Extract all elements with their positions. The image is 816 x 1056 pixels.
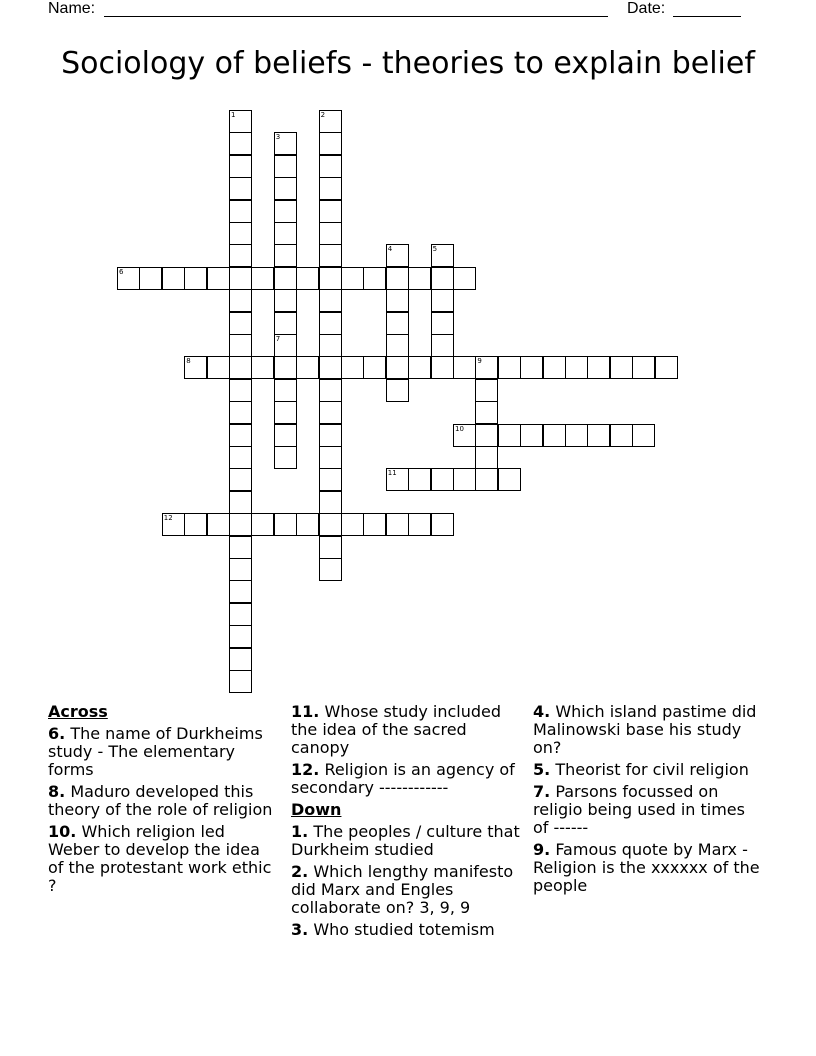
crossword-cell[interactable] [207, 356, 230, 379]
crossword-cell[interactable] [431, 244, 454, 267]
crossword-cell[interactable] [363, 513, 386, 536]
clues-column-1 [48, 703, 280, 899]
across-heading: Across [48, 702, 108, 721]
crossword-cell[interactable] [520, 356, 543, 379]
crossword-cell[interactable] [229, 491, 252, 514]
cell-number: 6 [119, 267, 124, 276]
crossword-cell[interactable] [319, 267, 342, 290]
clue-text: Famous quote by Marx - Religion is the xxxxxx of the people [533, 840, 760, 895]
crossword-cell[interactable] [386, 244, 409, 267]
crossword-cell[interactable] [117, 267, 140, 290]
crossword-cell[interactable] [319, 244, 342, 267]
crossword-cell[interactable] [274, 424, 297, 447]
crossword-cell[interactable] [319, 177, 342, 200]
crossword-cell[interactable] [319, 132, 342, 155]
crossword-cell[interactable] [162, 513, 185, 536]
crossword-cell[interactable] [229, 132, 252, 155]
down-heading: Down [291, 800, 342, 819]
crossword-cell[interactable] [251, 513, 274, 536]
cell-number: 11 [387, 469, 397, 478]
crossword-cell[interactable] [319, 312, 342, 335]
crossword-cell[interactable] [408, 468, 431, 491]
crossword-cell[interactable] [229, 267, 252, 290]
clue-number: 2. [291, 862, 309, 881]
cell-number: 1 [231, 111, 236, 119]
cell-number: 8 [186, 357, 191, 366]
crossword-cell[interactable] [431, 289, 454, 312]
clue-down-5 [533, 761, 765, 779]
clue-text: Whose study included the idea of the sacred canopy [291, 702, 502, 757]
crossword-cell[interactable] [229, 603, 252, 626]
crossword-cell[interactable] [386, 267, 409, 290]
crossword-cell[interactable] [565, 424, 588, 447]
crossword-cell[interactable] [274, 244, 297, 267]
cell-number: 5 [432, 245, 438, 254]
crossword-cell[interactable] [251, 356, 274, 379]
crossword-cell[interactable] [274, 177, 297, 200]
crossword-cell[interactable] [363, 356, 386, 379]
crossword-cell[interactable] [296, 356, 319, 379]
crossword-cell[interactable] [274, 267, 297, 290]
crossword-cell[interactable] [386, 379, 409, 402]
crossword-cell[interactable] [274, 222, 297, 245]
clue-down-2 [291, 863, 523, 917]
crossword-cell[interactable] [431, 312, 454, 335]
crossword-cell[interactable] [229, 200, 252, 223]
crossword-cell[interactable] [475, 401, 498, 424]
clue-text: Maduro developed this theory of the role of religion [48, 782, 273, 819]
crossword-cell[interactable] [543, 356, 566, 379]
clue-text: Which lengthy manifesto did Marx and Engles collaborate on? 3, 9, 9 [291, 862, 514, 917]
crossword-cell[interactable] [498, 356, 521, 379]
clue-down-4 [533, 703, 765, 757]
crossword-cell[interactable] [229, 312, 252, 335]
crossword-cell[interactable] [319, 536, 342, 559]
crossword-cell[interactable] [386, 334, 409, 357]
crossword-cell[interactable] [274, 132, 297, 155]
crossword-cell[interactable] [341, 356, 364, 379]
crossword-cell[interactable] [431, 513, 454, 536]
crossword-cell[interactable] [319, 222, 342, 245]
crossword-cell[interactable] [386, 356, 409, 379]
crossword-cell[interactable] [610, 356, 633, 379]
clues-column-3 [533, 703, 765, 899]
clue-across-6 [48, 725, 280, 779]
crossword-cell[interactable] [319, 200, 342, 223]
crossword-cell[interactable] [498, 424, 521, 447]
crossword-cell[interactable] [229, 648, 252, 671]
crossword-cell[interactable] [453, 356, 476, 379]
crossword-cell[interactable] [587, 424, 610, 447]
crossword-cell[interactable] [229, 446, 252, 469]
crossword-cell[interactable] [229, 334, 252, 357]
crossword-cell[interactable] [274, 155, 297, 178]
crossword-cell[interactable] [162, 267, 185, 290]
clue-text: Which island pastime did Malinowski base his study on? [533, 702, 757, 757]
clue-down-3 [291, 921, 523, 939]
crossword-cell[interactable] [632, 356, 655, 379]
clue-text: Parsons focussed on religio being used in times of ------ [533, 782, 745, 837]
crossword-cell[interactable] [207, 267, 230, 290]
crossword-cell[interactable] [386, 289, 409, 312]
crossword-cell[interactable] [408, 267, 431, 290]
clue-number: 1. [291, 822, 309, 841]
crossword-cell[interactable] [184, 356, 207, 379]
clue-number: 7. [533, 782, 551, 801]
crossword-cell[interactable] [587, 356, 610, 379]
clue-text: Religion is an agency of secondary ------------ [291, 760, 515, 797]
crossword-cell[interactable] [498, 468, 521, 491]
clue-text: Theorist for civil religion [555, 760, 749, 779]
cell-number: 12 [163, 514, 173, 523]
crossword-cell[interactable] [229, 513, 252, 536]
crossword-cell[interactable] [408, 356, 431, 379]
crossword-cell[interactable] [475, 446, 498, 469]
crossword-cell[interactable] [431, 356, 454, 379]
crossword-cell[interactable] [139, 267, 162, 290]
cell-number: 10 [455, 424, 464, 433]
crossword-cell[interactable] [274, 334, 297, 357]
clue-number: 6. [48, 724, 66, 743]
crossword-cell[interactable] [431, 334, 454, 357]
crossword-cell[interactable] [229, 289, 252, 312]
crossword-cell[interactable] [184, 267, 207, 290]
name-label: Name: [48, 0, 96, 17]
crossword-cell[interactable] [319, 289, 342, 312]
crossword-cell[interactable] [386, 513, 409, 536]
crossword-cell[interactable] [229, 670, 252, 693]
clue-down-1 [291, 823, 523, 859]
clue-number: 11. [291, 702, 320, 721]
crossword-cell[interactable] [408, 513, 431, 536]
clue-number: 5. [533, 760, 551, 779]
cell-number: 9 [477, 357, 482, 366]
cell-number: 2 [320, 111, 326, 119]
crossword-cell[interactable] [207, 513, 230, 536]
crossword-cell[interactable] [475, 424, 498, 447]
crossword-cell[interactable] [274, 379, 297, 402]
crossword-cell[interactable] [520, 424, 543, 447]
cell-number: 7 [275, 335, 281, 343]
clue-number: 10. [48, 822, 77, 841]
crossword-cell[interactable] [274, 401, 297, 424]
clue-text: Which religion led Weber to develop the idea of the protestant work ethic ? [48, 822, 272, 895]
crossword-cell[interactable] [655, 356, 678, 379]
crossword-cell[interactable] [565, 356, 588, 379]
clue-across-12 [291, 761, 523, 797]
crossword-cell[interactable] [319, 379, 342, 402]
clue-number: 12. [291, 760, 320, 779]
date-label: Date: [627, 0, 666, 17]
clue-text: The peoples / culture that Durkheim studied [291, 822, 520, 859]
clue-number: 3. [291, 920, 309, 939]
crossword-cell[interactable] [274, 513, 297, 536]
crossword-cell[interactable] [296, 267, 319, 290]
crossword-cell[interactable] [274, 446, 297, 469]
crossword-cell[interactable] [229, 110, 252, 133]
crossword-cell[interactable] [453, 267, 476, 290]
crossword-cell[interactable] [229, 244, 252, 267]
crossword-cell[interactable] [274, 312, 297, 335]
clue-across-10 [48, 823, 280, 895]
crossword-cell[interactable] [319, 334, 342, 357]
crossword-cell[interactable] [319, 155, 342, 178]
crossword-cell[interactable] [229, 155, 252, 178]
crossword-cell[interactable] [184, 513, 207, 536]
crossword-cell[interactable] [229, 401, 252, 424]
crossword-cell[interactable] [341, 513, 364, 536]
crossword-cell[interactable] [475, 356, 498, 379]
crossword-cell[interactable] [274, 200, 297, 223]
crossword-cell[interactable] [251, 267, 274, 290]
clue-text: Who studied totemism [313, 920, 495, 939]
crossword-cell[interactable] [229, 424, 252, 447]
crossword-cell[interactable] [632, 424, 655, 447]
crossword-cell[interactable] [341, 267, 364, 290]
crossword-cell[interactable] [296, 513, 319, 536]
crossword-cell[interactable] [229, 222, 252, 245]
crossword-cell[interactable] [386, 468, 409, 491]
clue-down-7 [533, 783, 765, 837]
crossword-cell[interactable] [363, 267, 386, 290]
crossword-cell[interactable] [475, 379, 498, 402]
clues-column-2 [291, 703, 523, 943]
crossword-cell[interactable] [319, 446, 342, 469]
crossword-cell[interactable] [229, 625, 252, 648]
clue-number: 8. [48, 782, 66, 801]
crossword-cell[interactable] [229, 468, 252, 491]
cell-number: 3 [275, 133, 281, 142]
crossword-cell[interactable] [319, 424, 342, 447]
crossword-cell[interactable] [319, 401, 342, 424]
page-title: Sociology of beliefs - theories to explain belief [61, 46, 755, 81]
crossword-cell[interactable] [229, 379, 252, 402]
clue-text: The name of Durkheims study - The elementary forms [48, 724, 263, 779]
crossword-cell[interactable] [453, 468, 476, 491]
crossword-cell[interactable] [229, 356, 252, 379]
crossword-cell[interactable] [229, 177, 252, 200]
clue-across-8 [48, 783, 280, 819]
clue-across-11 [291, 703, 523, 757]
crossword-cell[interactable] [319, 491, 342, 514]
cell-number: 4 [387, 245, 393, 254]
crossword-cell[interactable] [610, 424, 633, 447]
crossword-cell[interactable] [431, 468, 454, 491]
crossword-cell[interactable] [319, 110, 342, 133]
crossword-cell[interactable] [319, 468, 342, 491]
crossword-cell[interactable] [229, 580, 252, 603]
crossword-cell[interactable] [274, 289, 297, 312]
crossword-cell[interactable] [229, 558, 252, 581]
clue-number: 9. [533, 840, 551, 859]
clue-number: 4. [533, 702, 551, 721]
clue-down-9 [533, 841, 765, 895]
crossword-cell[interactable] [543, 424, 566, 447]
crossword-cell[interactable] [386, 312, 409, 335]
crossword-cell[interactable] [475, 468, 498, 491]
crossword-cell[interactable] [319, 356, 342, 379]
crossword-cell[interactable] [453, 424, 476, 447]
crossword-cell[interactable] [319, 558, 342, 581]
crossword-cell[interactable] [229, 536, 252, 559]
crossword-cell[interactable] [274, 356, 297, 379]
crossword-cell[interactable] [319, 513, 342, 536]
crossword-cell[interactable] [431, 267, 454, 290]
